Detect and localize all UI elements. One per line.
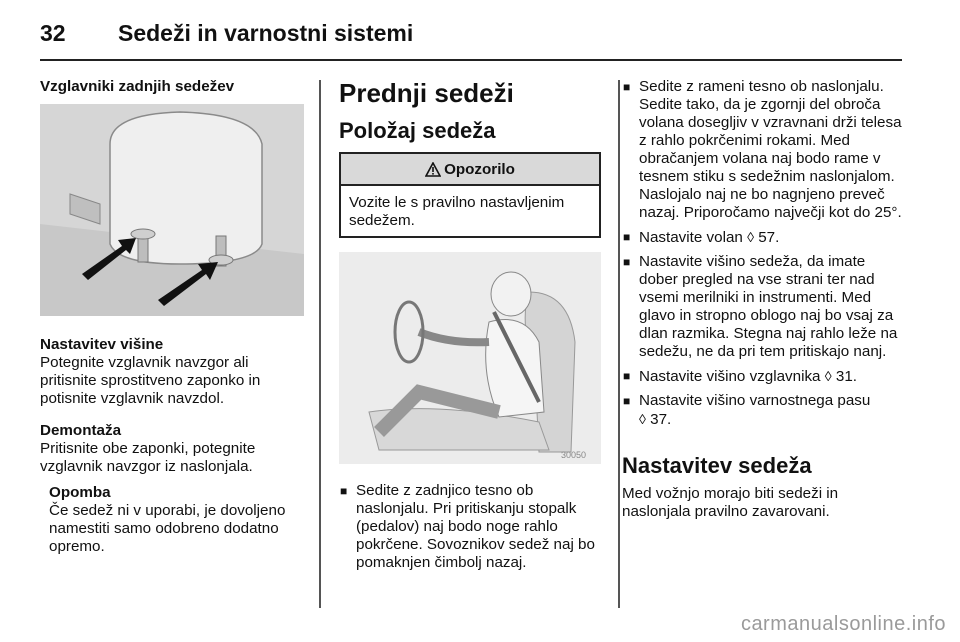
bullet-icon: ■ <box>623 394 631 408</box>
list-item: ■ Sedite z rameni tesno ob naslonjalu. Sedite tako, da je zgornji del obroča volana dosegljiv v vzravnani drži telesa z rahlo pokrčenimi rokami. Med obračanjem volana naj bodo rame v tesnem stiku s sedežnim naslonjalom. Naslojalo naj ne bo nagnjeno preveč nazaj. Priporočamo največji kot do 25°. <box>623 78 902 221</box>
column-divider <box>618 80 620 608</box>
cross-reference-arrow-icon: ◊ <box>747 229 754 245</box>
warning-title: Opozorilo <box>444 160 515 178</box>
height-adjustment-title: Nastavitev višine <box>40 336 164 353</box>
page-title: Sedeži in varnostni sistemi <box>118 20 414 46</box>
seat-adjustment-text: Med vožnjo morajo biti sedeži in naslonjala pravilno zavarovani. <box>622 485 839 520</box>
watermark: carmanualsonline.info <box>740 613 946 635</box>
list-item: ■ Nastavite višino varnostnega pasu ◊ 37. <box>623 392 871 428</box>
page-reference[interactable]: 31. <box>835 368 858 385</box>
rear-headrest-drawing <box>40 104 304 316</box>
list-item: ■ Nastavite volan ◊ 57. <box>623 229 780 246</box>
list-item: ■ Nastavite višino vzglavnika ◊ 31. <box>623 368 858 385</box>
seated-driver-drawing <box>339 252 601 464</box>
list-item: ■ Sedite z zadnjico tesno ob naslonjalu. Pri pritiskanju stopalk (pedalov) naj bodo noge rahlo pokrčene. Sovoznikov sedež naj bo pomaknjen čimbolj nazaj. <box>340 482 595 571</box>
front-seats-heading: Prednji sedeži <box>339 78 514 108</box>
column-divider <box>319 80 321 608</box>
bullet-icon: ■ <box>623 230 631 244</box>
warning-triangle-icon <box>425 162 441 177</box>
page-header <box>40 18 902 62</box>
section-title: Vzglavniki zadnjih sedežev <box>40 78 235 95</box>
note-block <box>40 484 304 556</box>
page-reference[interactable]: 57. <box>758 229 780 246</box>
seated-driver-illustration <box>339 252 601 464</box>
page-number: 32 <box>40 20 66 46</box>
warning-header <box>341 154 599 186</box>
height-adjustment-text: Potegnite vzglavnik navzgor ali pritisnite sprostitveno zaponko in potisnite vzglavnik navzdol. <box>40 354 261 407</box>
header-rule <box>40 59 902 61</box>
seat-adjustment-heading: Nastavitev sedeža <box>622 453 812 478</box>
bullet-icon: ■ <box>623 255 631 269</box>
warning-body <box>341 186 599 236</box>
note-text: Če sedež ni v uporabi, je dovoljeno namestiti samo odobreno dodatno opremo. <box>49 502 286 555</box>
note-title: Opomba <box>49 484 111 501</box>
bullet-icon: ■ <box>340 484 348 498</box>
bullet-icon: ■ <box>623 80 631 94</box>
removal-title: Demontaža <box>40 422 122 439</box>
removal-text: Pritisnite obe zaponki, potegnite vzglavnik navzgor iz naslonjala. <box>40 440 256 475</box>
rear-headrest-illustration <box>40 104 304 316</box>
column-front-seats <box>339 78 601 578</box>
column-seat-instructions <box>622 78 904 521</box>
seat-bullets <box>339 482 601 572</box>
cross-reference-arrow-icon: ◊ <box>639 411 646 427</box>
cross-reference-arrow-icon: ◊ <box>824 368 832 384</box>
column-rear-headrests <box>40 78 304 556</box>
seat-position-heading: Položaj sedeža <box>339 118 496 143</box>
list-item: ■ Nastavite višino sedeža, da imate dober pregled na vse strani ter nad vsemi merilniki in instrumenti. Med glavo in stropno oblogo naj bo vsaj za dlan razmika. Stegna naj rahlo leže na sedežu, ne da pri tem pritiskajo nanj. <box>623 253 898 360</box>
warning-text: Vozite le s pravilno nastavljenim sedežem. <box>349 194 565 229</box>
page-reference[interactable]: 37. <box>650 411 672 428</box>
instruction-list <box>622 78 904 429</box>
bullet-icon: ■ <box>623 369 631 383</box>
warning-box <box>339 152 601 238</box>
image-code: 30050 <box>561 450 587 460</box>
